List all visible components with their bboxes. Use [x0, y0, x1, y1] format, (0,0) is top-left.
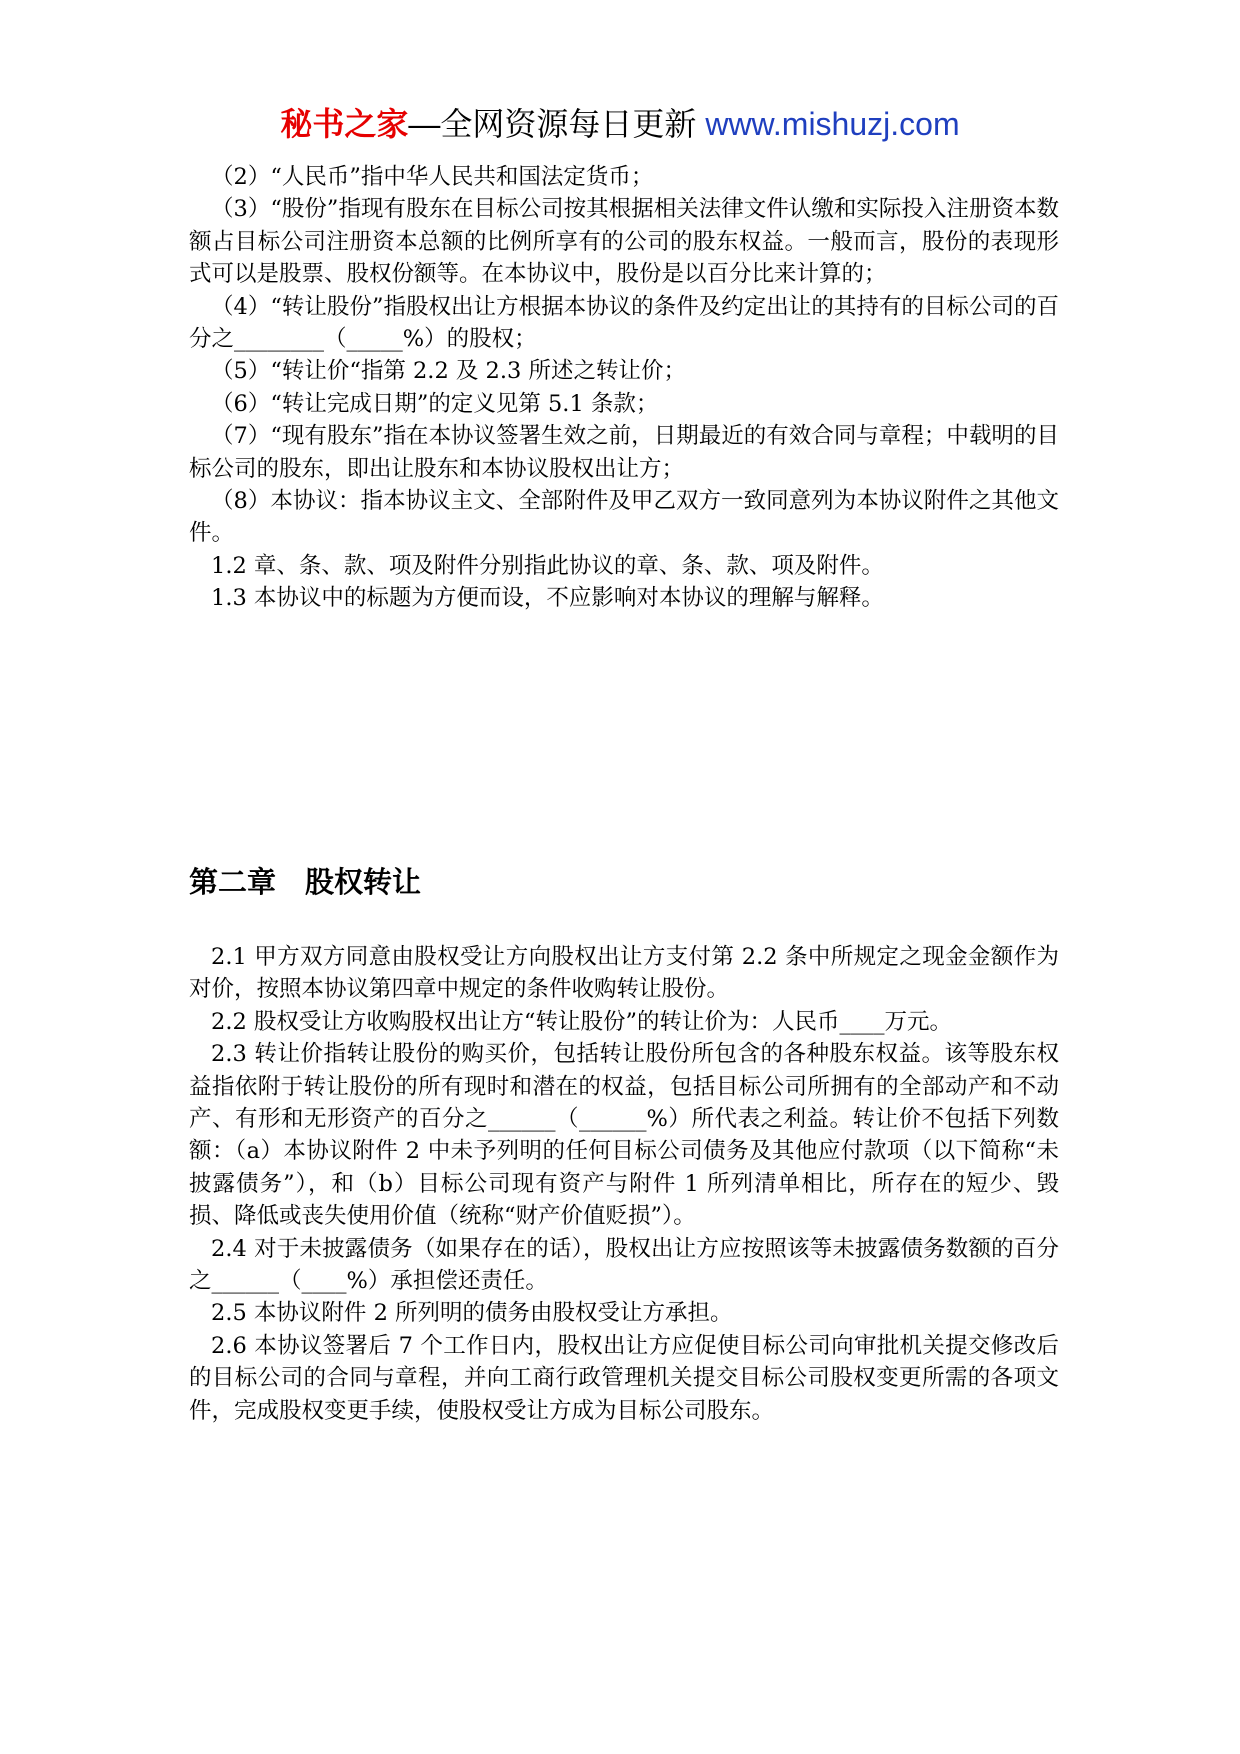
clause-paragraph: 2.2 股权受让方收购股权出让方“转让股份”的转让价为：人民币____万元。 [211, 1008, 952, 1035]
clause-paragraph: 2.1 甲方双方同意由股权受让方向股权出让方支付第 2.2 条中所规定之现金金额作为对价，按照本协议第四章中规定的条件收购转让股份。 [189, 944, 1059, 1003]
clause-paragraph: 2.4 对于未披露债务（如果存在的话），股权出让方应按照该等未披露债务数额的百分之______（____%）承担偿还责任。 [189, 1235, 1059, 1295]
header-slogan: —全网资源每日更新 [408, 106, 697, 142]
clause-paragraph: 1.3 本协议中的标题为方便而设，不应影响对本协议的理解与解释。 [211, 585, 884, 612]
definition-paragraph: （8）本协议：指本协议主文、全部附件及甲乙双方一致同意列为本协议附件之其他文件。 [189, 488, 1059, 547]
definition-paragraph: （5）“转让价“指第 2.2 及 2.3 所述之转让价； [211, 358, 686, 385]
header-brand: 秘书之家 [280, 106, 409, 142]
definition-paragraph: （3）“股份”指现有股东在目标公司按其根据相关法律文件认缴和实际投入注册资本数额占目标公司注册资本总额的比例所享有的公司的股东权益。一般而言，股份的表现形式可以是股票、股权份额等。在本协议中，股份是以百分比来计算的； [189, 196, 1059, 288]
page-header [0, 102, 1240, 146]
definition-paragraph: （2）“人民币”指中华人民共和国法定货币； [211, 164, 654, 190]
definition-paragraph: （4）“转让股份”指股权出让方根据本协议的条件及约定出让的其持有的目标公司的百分之________（_____%）的股权； [189, 293, 1059, 353]
definition-paragraph: （6）“转让完成日期”的定义见第 5.1 条款； [211, 390, 659, 417]
header-url[interactable]: www.mishuzj.com [705, 106, 960, 142]
chapter-title: 第二章 股权转让 [189, 865, 422, 899]
definitions-section [189, 161, 1059, 615]
chapter2-section [189, 941, 1059, 1427]
clause-paragraph: 2.3 转让价指转让股份的购买价，包括转让股份所包含的各种股东权益。该等股东权益指依附于转让股份的所有现时和潜在的权益，包括目标公司所拥有的全部动产和不动产、有形和无形资产的百分之______（______%）所代表之利益。转让价不包括下列数额：（a）本协议附件 2 中未予列明的任何目标公司债务及其他应付款项（以下简称“未披露债务”），和（b）目标公司现有资产与附件 1 所列清单相比，所存在的短少、毁损、降低或丧失使用价值（统称“财产价值贬损”）。 [189, 1041, 1059, 1230]
clause-paragraph: 2.5 本协议附件 2 所列明的债务由股权受让方承担。 [211, 1300, 733, 1327]
clause-paragraph: 1.2 章、条、款、项及附件分别指此协议的章、条、款、项及附件。 [211, 552, 884, 579]
definition-paragraph: （7）“现有股东”指在本协议签署生效之前，日期最近的有效合同与章程；中载明的目标公司的股东，即出让股东和本协议股权出让方； [189, 423, 1059, 482]
clause-paragraph: 2.6 本协议签署后 7 个工作日内，股权出让方应促使目标公司向审批机关提交修改后的目标公司的合同与章程，并向工商行政管理机关提交目标公司股权变更所需的各项文件，完成股权变更手续，使股权受让方成为目标公司股东。 [189, 1332, 1059, 1424]
